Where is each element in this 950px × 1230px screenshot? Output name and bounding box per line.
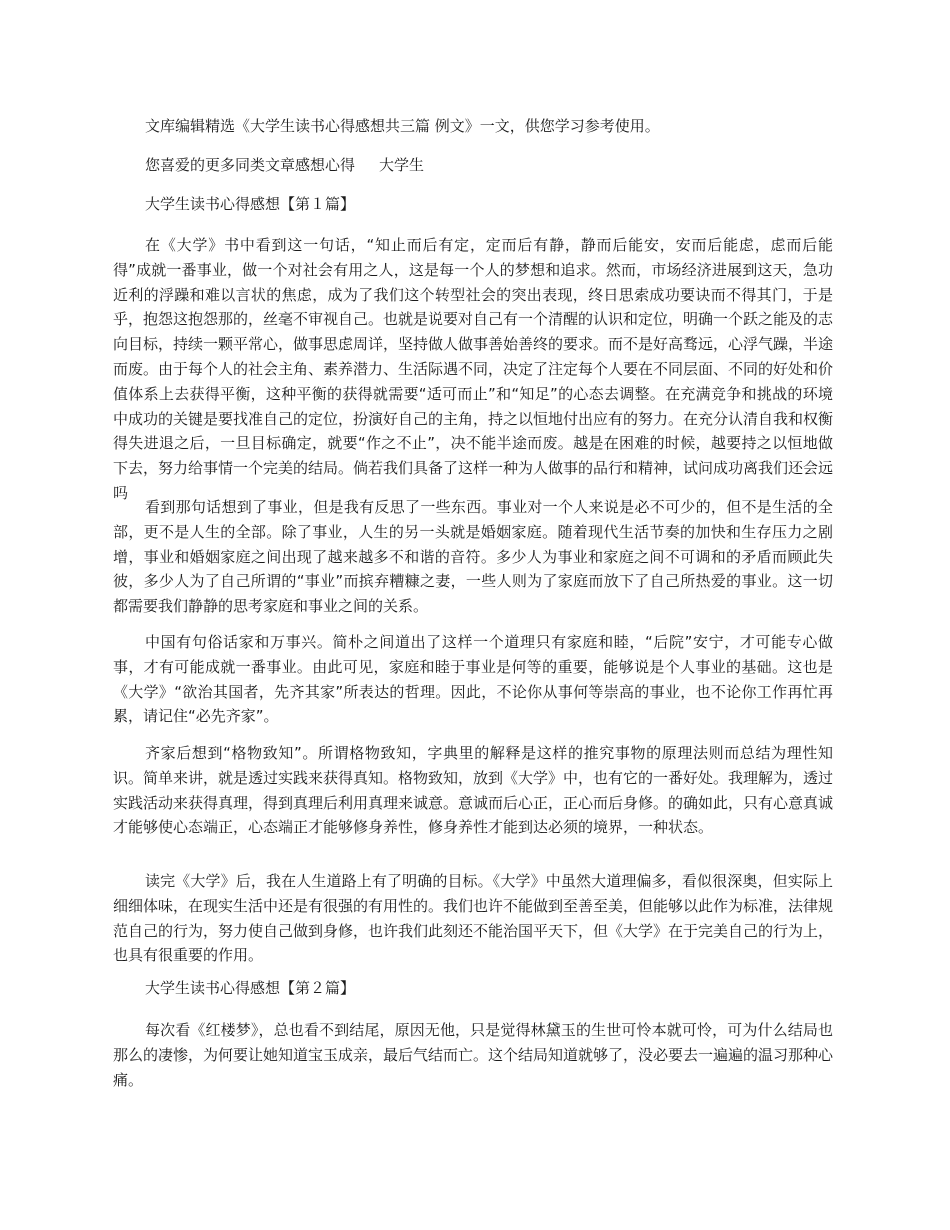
more-articles-line bbox=[145, 155, 424, 175]
article-1-paragraph-4: 齐家后想到“格物致知”。所谓格物致知，字典里的解释是这样的推究事物的原理法则而总结为理性知识。简单来讲，就是透过实践来获得真知。格物致知，放到《大学》中，也有它的一番好处。我理解为，透过实践活动来获得真理，得到真理后利用真理来诚意。意诚而后心正，正心而后身修。的确如此，只有心意真诚才能够使心态端正，心态端正才能够修身养性，修身养性才能到达必须的境界，一种状态。 bbox=[113, 744, 834, 837]
article-2-paragraph-1: 每次看《红楼梦》，总也看不到结尾，原因无他，只是觉得林黛玉的生世可怜本就可怜，可为什么结局也那么的凄惨，为何要让她知道宝玉成亲，最后气结而亡。这个结局知道就够了，没必要去一遍遍的温习那种心痛。 bbox=[113, 1021, 834, 1089]
article-1-paragraph-5: 读完《大学》后，我在人生道路上有了明确的目标。《大学》中虽然大道理偏多，看似很深奥，但实际上细细体味，在现实生活中还是有很强的有用性的。我们也许不能做到至善至美，但能够以此作为标准，法律规范自己的行为，努力使自己做到身修，也许我们此刻还不能治国平天下，但《大学》在于完美自己的行为上，也具有很重要的作用。 bbox=[113, 872, 834, 965]
article-2-heading: 大学生读书心得感想【第２篇】 bbox=[145, 979, 356, 997]
article-1-paragraph-1: 在《大学》书中看到这一句话，“知止而后有定，定而后有静，静而后能安，安而后能虑，虑而后能得”成就一番事业，做一个对社会有用之人，这是每一个人的梦想和追求。然而，市场经济进展到这天，急功近利的浮躁和难以言状的焦虑，成为了我们这个转型社会的突出表现，终日思索成功要诀而不得其门，于是乎，抱怨这抱怨那的，丝毫不审视自己。也就是说要对自己有一个清醒的认识和定位，明确一个跃之能及的志向目标，持续一颗平常心，做事思虑周详，坚持做人做事善始善终的要求。而不是好高骛远，心浮气躁，半途而废。由于每个人的社会主角、素养潜力、生活际遇不同，决定了注定每个人要在不同层面、不同的好处和价值体系上去获得平衡，这种平衡的获得就需要“适可而止”和“知足”的心态去调整。在充满竞争和挑战的环境中成功的关键是要找准自己的定位，扮演好自己的主角，持之以恒地付出应有的努力。在充分认清自我和权衡得失进退之后，一旦目标确定，就要“作之不止”，决不能半途而废。越是在困难的时候，越要持之以恒地做下去，努力给事情一个完美的结局。倘若我们具备了这样一种为人做事的品行和精神，试问成功离我们还会远吗 bbox=[113, 236, 834, 502]
intro-line: 文库编辑精选《大学生读书心得感想共三篇 例文》一文，供您学习参考使用。 bbox=[145, 117, 660, 135]
more-articles-label: 您喜爱的更多同类文章感想心得 bbox=[145, 156, 356, 174]
article-1-heading: 大学生读书心得感想【第１篇】 bbox=[145, 195, 356, 213]
article-1-paragraph-3: 中国有句俗话家和万事兴。简朴之间道出了这样一个道理只有家庭和睦，“后院”安宁，才可能专心做事，才有可能成就一番事业。由此可见，家庭和睦于事业是何等的重要，能够说是个人事业的基础。这也是《大学》“欲治其国者，先齐其家”所表达的哲理。因此，不论你从事何等崇高的事业，也不论你工作再忙再累，请记住“必先齐家”。 bbox=[113, 633, 833, 726]
article-1-paragraph-2: 看到那句话想到了事业，但是我有反思了一些东西。事业对一个人来说是必不可少的，但不是生活的全部，更不是人生的全部。除了事业，人生的另一头就是婚姻家庭。随着现代生活节奏的加快和生存压力之剧增，事业和婚姻家庭之间出现了越来越多不和谐的音符。多少人为事业和家庭之间不可调和的矛盾而顾此失彼，多少人为了自己所谓的“事业”而摈弃糟糠之妻，一些人则为了家庭而放下了自己所热爱的事业。这一切都需要我们静静的思考家庭和事业之间的关系。 bbox=[113, 498, 833, 616]
category-tag[interactable]: 大学生 bbox=[379, 156, 425, 174]
